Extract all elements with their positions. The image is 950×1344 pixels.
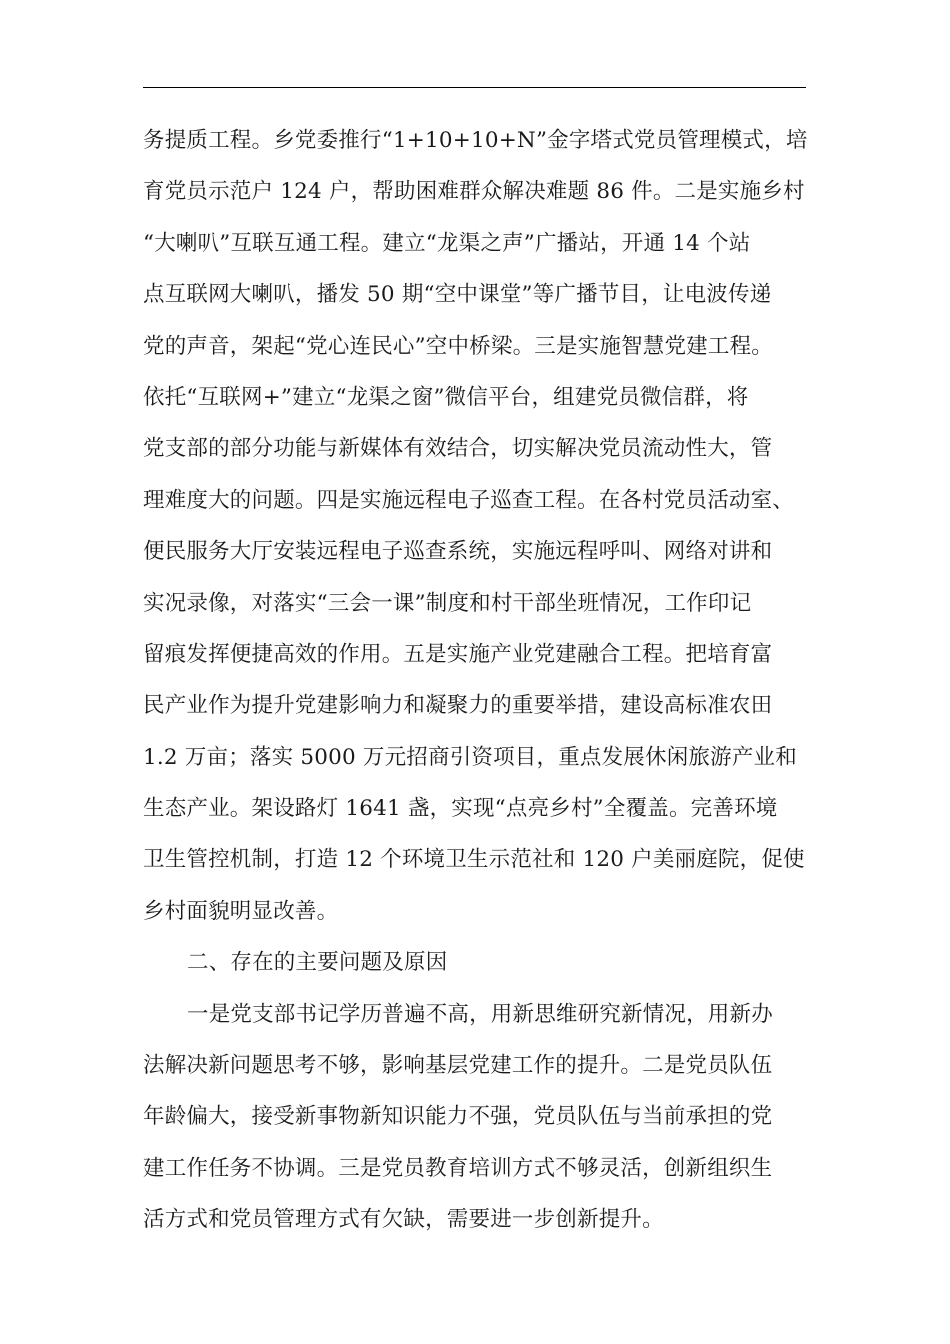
text-line: 活方式和党员管理方式有欠缺，需要进一步创新提升。 <box>143 1207 664 1233</box>
text-line: 实况录像，对落实“三会一课”制度和村干部坐班情况，工作印记 <box>143 590 752 616</box>
text-line: 依托“互联网+”建立“龙渠之窗”微信平台，组建党员微信群，将 <box>143 384 749 410</box>
header-rule <box>143 87 806 88</box>
paragraph-problems <box>143 989 813 1246</box>
text-line: 法解决新问题思考不够，影响基层党建工作的提升。二是党员队伍 <box>143 1053 773 1079</box>
text-line: 1.2 万亩；落实 5000 万元招商引资项目，重点发展休闲旅游产业和 <box>143 744 797 770</box>
text-line: 一是党支部书记学历普遍不高，用新思维研究新情况，用新办 <box>187 1001 773 1027</box>
text-line: 建工作任务不协调。三是党员教育培训方式不够灵活，创新组织生 <box>143 1155 773 1181</box>
text-line: 便民服务大厅安装远程电子巡查系统，实施远程呼叫、网络对讲和 <box>143 539 773 565</box>
text-line: 留痕发挥便捷高效的作用。五是实施产业党建融合工程。把培育富 <box>143 641 773 667</box>
text-line: 党支部的部分功能与新媒体有效结合，切实解决党员流动性大，管 <box>143 436 773 462</box>
text-line: 民产业作为提升党建影响力和凝聚力的重要举措，建设高标准农田 <box>143 693 773 719</box>
text-line: 乡村面貌明显改善。 <box>143 898 339 924</box>
text-line: 年龄偏大，接受新事物新知识能力不强，党员队伍与当前承担的党 <box>143 1104 773 1130</box>
heading-text: 二、存在的主要问题及原因 <box>187 950 448 976</box>
text-line: 务提质工程。乡党委推行“1+10+10+N”金字塔式党员管理模式，培 <box>143 128 808 153</box>
text-line: 育党员示范户 124 户，帮助困难群众解决难题 86 件。二是实施乡村 <box>143 179 805 205</box>
text-line: 党的声音，架起“党心连民心”空中桥梁。三是实施智慧党建工程。 <box>143 333 773 359</box>
document-body <box>143 115 813 1246</box>
text-line: 理难度大的问题。四是实施远程电子巡查工程。在各村党员活动室、 <box>143 487 795 513</box>
text-line: “大喇叭”互联互通工程。建立“龙渠之声”广播站，开通 14 个站 <box>143 230 751 256</box>
section-heading <box>143 937 813 988</box>
text-line: 生态产业。架设路灯 1641 盏，实现“点亮乡村”全覆盖。完善环境 <box>143 796 778 822</box>
text-line: 卫生管控机制，打造 12 个环境卫生示范社和 120 户美丽庭院，促使 <box>143 847 805 873</box>
text-line: 点互联网大喇叭，播发 50 期“空中课堂”等广播节目，让电波传递 <box>143 282 772 308</box>
paragraph-achievements <box>143 115 813 937</box>
